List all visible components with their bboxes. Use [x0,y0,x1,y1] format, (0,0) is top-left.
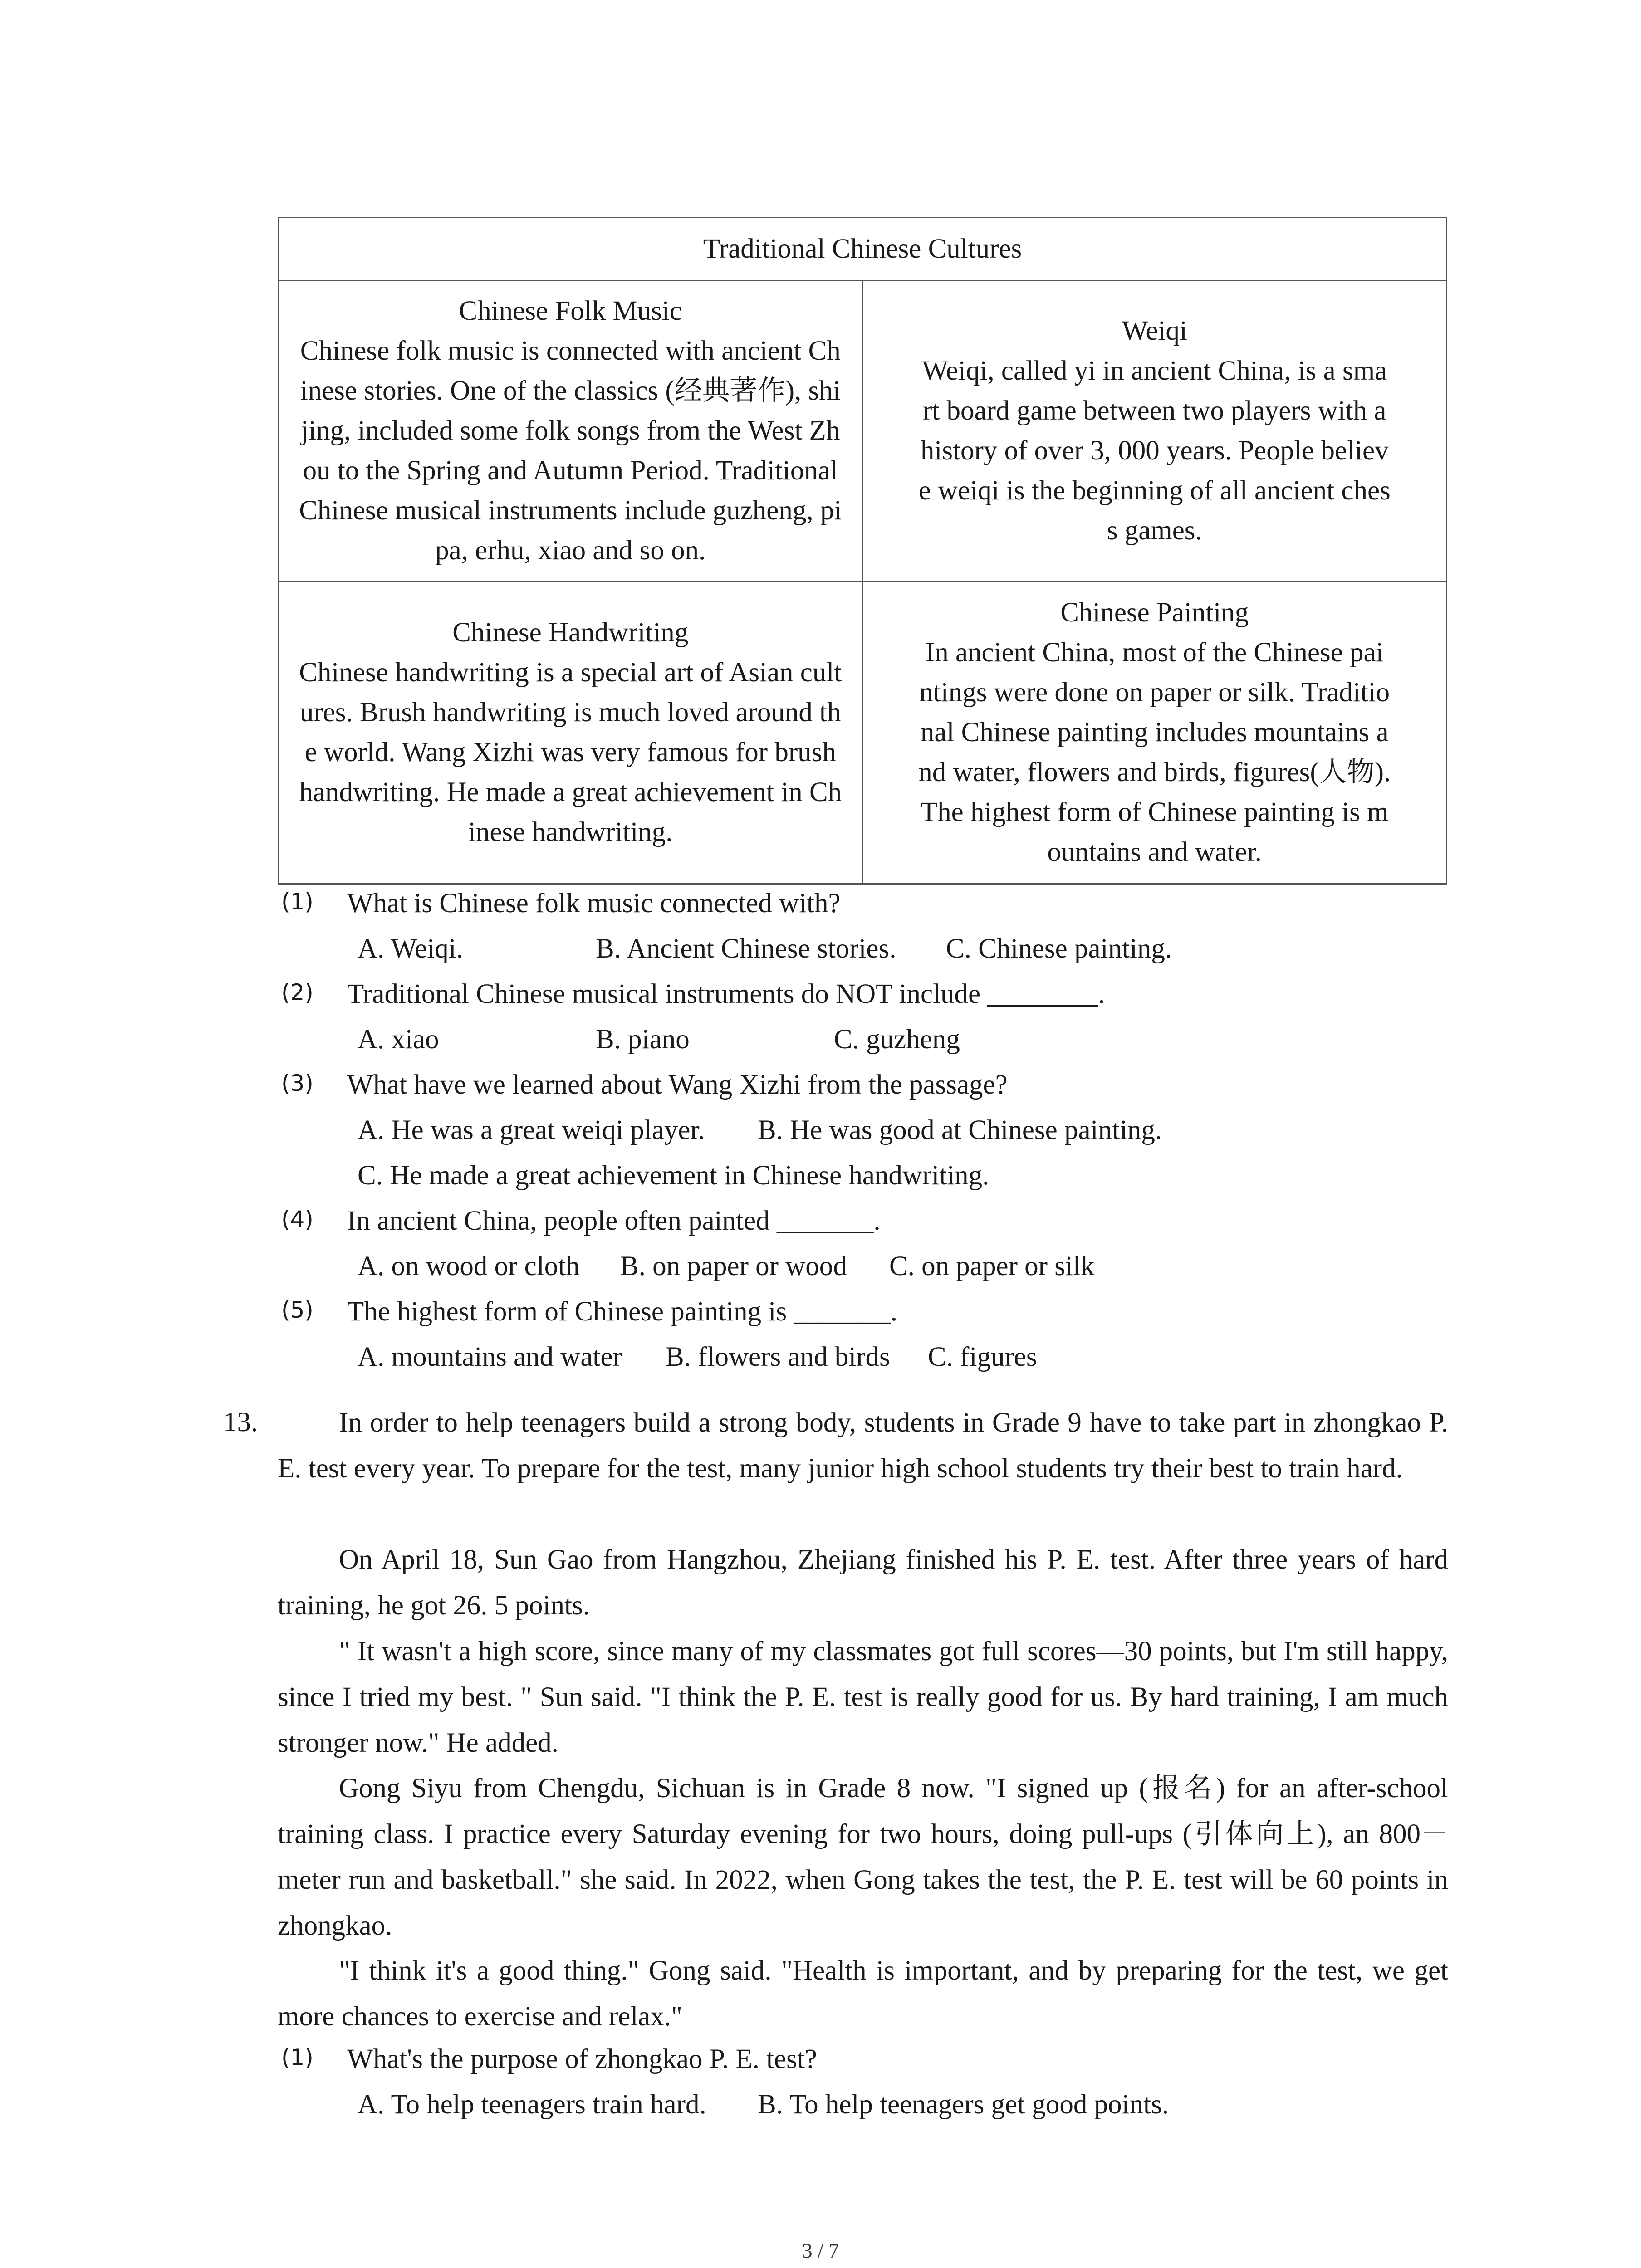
option-b: B. on paper or wood [620,1251,847,1281]
passage-paragraph: In order to help teenagers build a strong body, students in Grade 9 have to take part in zhongkao P. E. test every year. To prepare for the test, many junior high school students try their best to train hard. [278,1408,1448,1484]
option-c: C. guzheng [834,1024,960,1055]
option-b: B. flowers and birds [666,1342,890,1372]
passage-paragraph: "I think it's a good thing." Gong said. "Health is important, and by preparing for the test, we get more chances to exercise and relax." [278,1955,1448,2032]
passage-paragraph: On April 18, Sun Gao from Hangzhou, Zhejiang finished his P. E. test. After three years of hard training, he got 26. 5 points. [278,1545,1448,1621]
question-number: (1) [281,2044,314,2071]
cell-body: In ancient China, most of the Chinese pai ntings were done on paper or silk. Traditio nal Chinese painting includes mountains a nd water, flowers and birds, figures(人物). The highest form of Chinese painting is m ountains and water. [918,637,1391,867]
option-a: A. on wood or cloth [358,1251,580,1281]
question-number: 13. [223,1407,258,1437]
question-text: What's the purpose of zhongkao P. E. test? [347,2044,817,2074]
passage-paragraph: Gong Siyu from Chengdu, Sichuan is in Grade 8 now. "I signed up (报名) for an after-school training class. I practice every Saturday evening for two hours, doing pull-ups (引体向上), an 800－meter run and basketball." she said. In 2022, when Gong takes the test, the P. E. test will be 60 points in zhongkao. [278,1773,1448,1941]
option-a: A. Weiqi. [358,934,463,964]
table-title: Traditional Chinese Cultures [279,218,1447,281]
cell-heading: Chinese Folk Music [459,296,682,326]
option-a: A. xiao [358,1024,439,1055]
page-number: 3 / 7 [802,2239,839,2262]
option-c: C. Chinese painting. [946,934,1172,964]
option-c: C. figures [928,1342,1037,1372]
question-text: In ancient China, people often painted _______. [347,1206,881,1236]
passage-paragraph: " It wasn't a high score, since many of my classmates got full scores—30 points, but I'm still happy, since I tried my best. " Sun said. "I think the P. E. test is really good for us. By hard training, I am much stronger now." He added. [278,1636,1448,1758]
cell-folk-music [279,281,863,582]
cell-heading: Weiqi [1122,316,1187,346]
question-text: The highest form of Chinese painting is _______. [347,1296,898,1327]
culture-table [278,217,1447,885]
option-a: A. He was a great weiqi player. [358,1115,705,1145]
cell-heading: Chinese Handwriting [452,617,689,648]
option-b: B. He was good at Chinese painting. [758,1115,1162,1145]
question-text: What is Chinese folk music connected with? [347,888,841,919]
option-b: B. To help teenagers get good points. [758,2089,1169,2120]
option-c: C. He made a great achievement in Chinese handwriting. [358,1160,989,1191]
question-text: Traditional Chinese musical instruments do NOT include ________. [347,979,1105,1009]
cell-heading: Chinese Painting [1060,597,1249,628]
cell-weiqi [862,281,1447,582]
cell-body: Chinese handwriting is a special art of Asian cult ures. Brush handwriting is much loved around th e world. Wang Xizhi was very famous for brush handwriting. He made a great achievement in Ch inese handwriting. [299,657,842,847]
option-b: B. Ancient Chinese stories. [596,934,896,964]
cell-body: Weiqi, called yi in ancient China, is a sma rt board game between two players with a history of over 3, 000 years. People believ e weiqi is the beginning of all ancient ches s games. [918,356,1391,546]
cell-handwriting [279,582,863,884]
option-b: B. piano [596,1024,690,1055]
question-text: What have we learned about Wang Xizhi from the passage? [347,1070,1008,1100]
question-number: (2) [281,979,314,1006]
cell-painting [862,582,1447,884]
option-c: C. on paper or silk [889,1251,1095,1281]
question-number: (5) [281,1297,314,1323]
option-a: A. mountains and water [358,1342,622,1372]
question-number: (1) [281,889,314,915]
cell-body: Chinese folk music is connected with ancient Ch inese stories. One of the classics (经典著作), shi jing, included some folk songs from the West Zh ou to the Spring and Autumn Period. Traditional Chinese musical instruments include guzheng, pi pa, erhu, xiao and so on. [299,336,842,566]
question-number: (4) [281,1206,314,1232]
question-number: (3) [281,1070,314,1096]
option-a: A. To help teenagers train hard. [358,2089,706,2120]
